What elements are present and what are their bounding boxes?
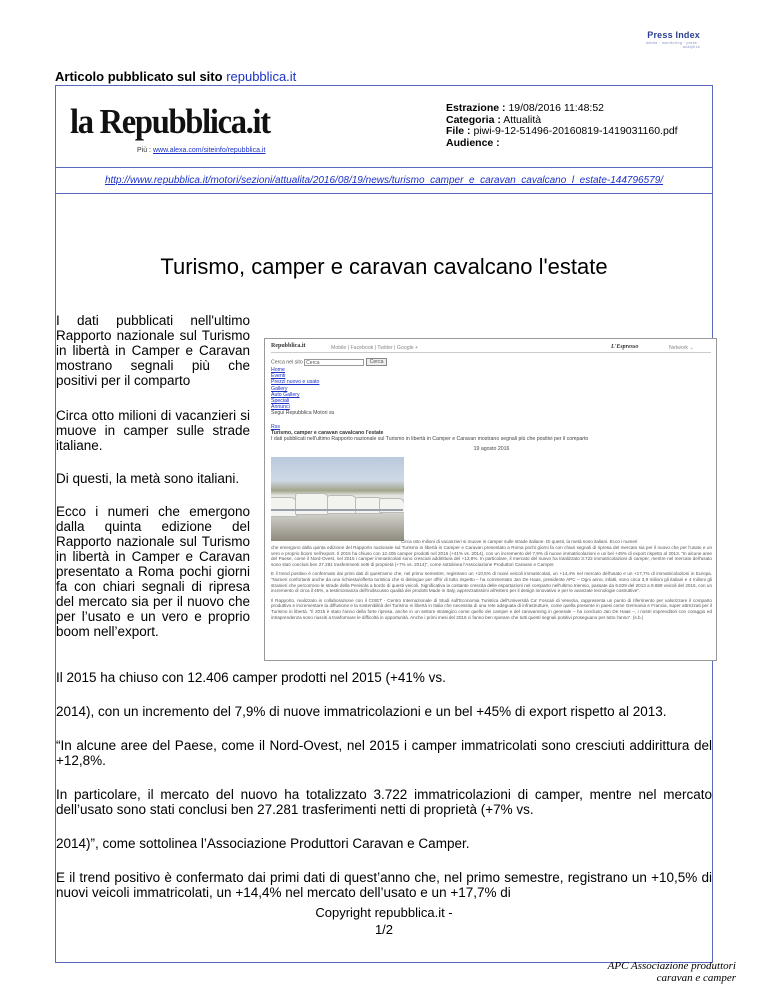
article-url-link[interactable]: http://www.repubblica.it/motori/sezioni/attualita/2016/08/19/news/turismo_camper_e_caravan_cavalcano_l_estate-144796579/ [104, 175, 664, 186]
screenshot-menu-link: Annunci [271, 404, 290, 411]
screenshot-menu-link: Prezzi nuovo e usato [271, 379, 320, 386]
screenshot-subtitle: I dati pubblicati nell'ultimo Rapporto nazionale sul Turismo in libertà in Camper e Caravan mostrano segnali più che positivi per il comparto [271, 436, 589, 442]
article-title: Turismo, camper e caravan cavalcano l'estate [160, 254, 608, 279]
header-box [56, 86, 712, 168]
meta-audience: Audience : [446, 136, 500, 149]
repubblica-logo: la Repubblica.it [70, 102, 270, 141]
screenshot-search-label: Cerca nel sito [271, 359, 303, 366]
source-label: Articolo pubblicato sul sito [55, 69, 223, 84]
body-paragraph: E il trend positivo è confermato dai primi dati di quest’anno che, nel primo semestre, registrano un +10,5% di nuovi veicoli immatricolati, un +14,4% nel mercato dell’usato e un +17,7% di [56, 870, 712, 900]
screenshot-search-button: Cerca [366, 358, 388, 366]
meta-file: File : piwi-9-12-51496-20160819-1419031160.pdf [446, 125, 678, 137]
alexa-prefix: Più : [137, 147, 152, 154]
lead-paragraph: Di questi, la metà sono italiani. [56, 471, 240, 486]
body-paragraph: Il 2015 ha chiuso con 12.406 camper prodotti nel 2015 (+41% vs. [56, 670, 446, 685]
screenshot-paragraph: Il Rapporto, realizzato in collaborazione con il CISET - Centro Internazionale di Studi sull'Economia Turistica dell'Università Ca' Foscari di Venezia, rappresenta un punto di riferimento per valorizzare il comparto produttivo e incrementare la diffusione e la sostenibilità del Turismo in libertà in Italia che necessita di una rete adeguata di infrastrutture, come quella presente in paesi come Germania e Francia, super attrezzati per il Turismo in libertà. “Il 2015 è stato l'anno della forte ripresa, anche in un settore strategico come quello dei camper e del caravanning in generale – ha concluso Jan De Haas –, i nostri imprenditori con coraggio ed intraprendenza sono riusciti a trasformare le difficoltà in opportunità. Anche i primi mesi del 2016 ci fanno ben sperare che tutti questi segnali positivi proseguano per tutto l'anno”. (s.b.) [271, 597, 712, 620]
copyright-text: Copyright repubblica.it - [315, 905, 453, 920]
screenshot-paragraph: che emergono dalla quinta edizione del Rapporto nazionale sul Turismo in libertà in Camper e Caravan presentato a Roma pochi giorni fa con chiari segnali di ripresa del mercato sia per il nuovo che per l'usato e un vero e proprio boom nell'export. Il 2015 ha chiuso con 12.406 camper prodotti nel 2015 (+41% vs. 2014), con un incremento del 7,9% di nuove immatricolazioni e un bel +45% di export rispetto al 2013. “In alcune aree del Paese, come il Nord-Ovest, nel 2015 i camper immatricolati sono cresciuti addirittura del +12,8%. In particolare, il mercato del nuovo ha totalizzato 3.722 immatricolazioni di camper, mentre nel mercato dell'usato sono stati conclusi ben 27.281 trasferimenti netti di proprietà (+7% vs. 2014)”, come sottolinea l'Associazione Produttori Caravan e Camper. [271, 545, 712, 567]
pressindex-subtitle: media · monitoring · press · analytics [646, 41, 700, 49]
url-bar [56, 168, 712, 194]
screenshot-menu-link: Home [271, 367, 285, 373]
screenshot-paragraph: E il trend positivo è confermato dai primi dati di quest'anno che, nel primo semestre, registrano un +10,5% di nuovi veicoli immatricolati, un +14,4% nel mercato dell'usato e un +17,7% di immatricolazioni in Europa. “Numeri confortanti anche da una richiesta/offerta turistica che si distingue per offrir di tutto rispetto – ha commentato Jan De Haas, presidente APC – Ogni anno, infatti, sono circa 3,9 milioni gli italiani e 4 milioni gli stranieri che percorrono le strade della Penisola a bordo di questi veicoli. Significativa la costante crescita delle esportazioni nel comparto nell'ultimo triennio, passate da 6.829 del 2013 a 9.659 veicoli del 2015, con un incremento di circa il 45%, a testimonianza dell'indiscusso qualità dei prodotti Made in Italy, apprezzatissimi all'estero per il design innovativo e per le avanzate tecnologie costruttive”. [271, 571, 712, 594]
alexa-link[interactable]: www.alexa.com/siteinfo/repubblica.it [152, 147, 266, 154]
client-line-1: APC Associazione produttori [607, 960, 736, 972]
lead-paragraph: I dati pubblicati nell'ultimo Rapporto nazionale sul Turismo in libertà in Camper e Caravan mostrano segnali più che positivi per il comparto [56, 313, 250, 388]
body-paragraph: 2014)”, come sottolinea l’Associazione Produttori Caravan e Camper. [56, 836, 470, 851]
screenshot-search [271, 358, 387, 366]
screenshot-espresso-logo: L'Espresso [611, 344, 639, 350]
screenshot-menu-link: Gallery [271, 385, 288, 392]
screenshot-navbar [271, 343, 711, 353]
screenshot-menu-link: Eventi [271, 373, 286, 380]
meta-block [446, 103, 678, 149]
screenshot-logo: Repubblica.it [271, 343, 306, 349]
camper-photo [271, 457, 404, 541]
client-name [608, 960, 736, 984]
pressindex-title: Press Index [647, 30, 700, 40]
screenshot-body [271, 545, 712, 624]
pressindex-logo [628, 30, 700, 54]
source-line [55, 69, 296, 84]
page-number: 1/2 [374, 922, 394, 937]
screenshot-nav-links: Mobile | Facebook | Twitter | Google + [331, 345, 419, 351]
lead-paragraph: Ecco i numeri che emergono dalla quinta edizione del Rapporto nazionale sul Turismo in libertà in Camper e Caravan presentato a Roma pochi giorni fa con chiari segnali di ripresa del mercato sia per il nuovo che per l’usato e un vero e proprio boom nell’export. [56, 504, 250, 639]
lead-paragraph: Circa otto milioni di vacanzieri si muove in camper sulle strade italiane. [56, 408, 250, 453]
page-footer [0, 904, 768, 938]
screenshot-menu-link: Speciali [271, 398, 290, 405]
body-paragraph: 2014), con un incremento del 7,9% di nuove immatricolazioni e un bel +45% di export rispetto al 2013. [56, 704, 667, 719]
screenshot-menu-link: Auto Gallery [271, 391, 300, 398]
article-frame [55, 85, 713, 963]
screenshot-menu [271, 367, 334, 417]
body-paragraph: “In alcune aree del Paese, come il Nord-Ovest, nel 2015 i camper immatricolati sono cresciuti addirittura del +12,8%. [56, 738, 712, 768]
source-site-link[interactable]: repubblica.it [226, 69, 297, 84]
screenshot-rss: Rss [271, 424, 280, 430]
screenshot-follow-text: Segui Repubblica Motori su [271, 410, 335, 417]
article-body [56, 670, 712, 919]
lead-column [56, 313, 250, 657]
body-paragraph: In particolare, il mercato del nuovo ha totalizzato 3.722 immatricolazioni di camper, mentre nel mercato dell’usato sono stati conclusi ben 27.281 trasferimenti netti di proprietà (+7% vs. [56, 787, 712, 817]
screenshot-network-menu: Network ⌄ [669, 345, 694, 351]
client-line-2: caravan e camper [656, 972, 736, 984]
screenshot-search-input: Cerca [304, 359, 364, 366]
meta-estrazione: Estrazione : 19/08/2016 11:48:52 [446, 102, 604, 114]
screenshot-date: 19 agosto 2016 [473, 446, 510, 452]
screenshot-paragraph-first: Circa otto milioni di vacanzieri si muove in camper sulle strade italiane. Di questi, la metà sono italiani. Ecco i numeri [401, 539, 638, 544]
screenshot-title: Turismo, camper e caravan cavalcano l'estate [271, 430, 384, 436]
meta-categoria: Categoria : Attualità [446, 113, 542, 126]
article-screenshot [264, 338, 717, 661]
alexa-line [137, 147, 265, 154]
